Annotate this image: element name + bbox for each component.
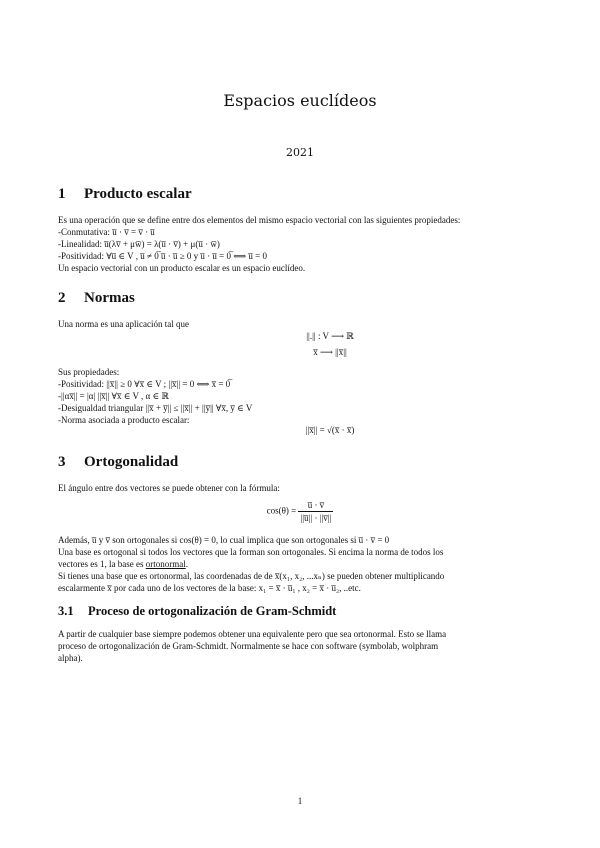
section-title: Normas <box>84 290 135 306</box>
paragraph-line: Es una operación que se define entre dos elementos del mismo espacio vectorial con las siguientes propiedades: <box>58 215 461 225</box>
property-linealidad: -Linealidad: u̅(λv̅ + μw̅) = λ(u̅ · v̅) + μ(u̅ · w̅) <box>58 239 220 249</box>
paragraph-line: Un espacio vectorial con un producto escalar es un espacio euclídeo. <box>58 263 306 273</box>
property-desigualdad-triangular: -Desigualdad triangular ||x̅ + y̅|| ≤ ||x̅|| + ||y̅|| ∀x̅, y̅ ∈ V <box>58 403 253 413</box>
paragraph-line: A partir de cualquier base siempre podemos obtener una equivalente pero que sea ortonormal. Esto se llama <box>58 629 447 639</box>
section-title: Ortogonalidad <box>84 454 179 470</box>
paragraph-line: Si tienes una base que es ortonormal, las coordenadas de de x̅(x₁, x₂, ...xₙ) se pueden obtener multiplicando <box>58 571 445 581</box>
document-date: 2021 <box>286 146 314 159</box>
formula-denominator: ||u̅|| · ||v̅|| <box>300 513 332 523</box>
section-number: 1 <box>58 186 66 202</box>
formula-lhs: cos(θ) = <box>266 505 297 516</box>
section-title: Producto escalar <box>84 186 192 202</box>
section-heading-normas <box>58 290 135 307</box>
text-fragment: vectores es 1, la base es <box>58 559 146 569</box>
property-norma-asociada: -Norma asociada a producto escalar: <box>58 415 190 425</box>
page-number: 1 <box>297 796 303 806</box>
subsection-heading-gram-schmidt <box>58 604 336 619</box>
paragraph-line: El ángulo entre dos vectores se puede obtener con la fórmula: <box>58 483 280 493</box>
property-homogeneidad: -||αx̅|| = |α| ||x̅|| ∀x̅ ∈ V , α ∈ ℝ <box>58 391 169 401</box>
property-positividad: -Positividad: ∀u̅ ∈ V , u̅ ≠ 0̅ u̅ · u̅ ≥ 0 y u̅ · u̅ = 0̅ ⟺ u̅ = 0 <box>58 251 267 261</box>
subsection-title: Proceso de ortogonalización de Gram-Schmidt <box>88 604 337 618</box>
formula-fraction <box>298 499 333 524</box>
paragraph-line <box>58 558 188 570</box>
property-positividad: -Positividad: ||x̅|| ≥ 0 ∀x̅ ∈ V ; ||x̅|| = 0 ⟺ x̅ = 0̅ <box>58 379 231 389</box>
paragraph-line: Una base es ortogonal si todos los vectores que la forman son ortogonales. Si encima la norma de todos los <box>58 547 444 557</box>
underlined-term-ortonormal: ortonormal <box>145 559 186 569</box>
paragraph-line: Una norma es una aplicación tal que <box>58 319 189 329</box>
section-heading-producto-escalar <box>58 186 192 203</box>
paragraph-line: Además, u̅ y v̅ son ortogonales si cos(θ) = 0, lo cual implica que son ortogonales si u̅ · v̅ = 0 <box>58 535 390 545</box>
section-number: 2 <box>58 290 66 306</box>
math-map-mapping: x̅ ⟶ ||x̅|| <box>313 347 347 357</box>
math-map-definition: ||.|| : V ⟶ ℝ <box>306 331 354 341</box>
property-conmutativa: -Conmutativa: u̅ · v̅ = v̅ · u̅ <box>58 227 155 237</box>
paragraph-line: Sus propiedades: <box>58 367 120 377</box>
section-number: 3 <box>58 454 66 470</box>
math-norm-formula: ||x̅|| = √(x̅ · x̅) <box>305 425 355 435</box>
paragraph-line: escalarmente x̅ por cada uno de los vectores de la base: x₁ = x̅ · u̅₁ , x₂ = x̅ · u̅₂, ..etc. <box>58 583 361 593</box>
text-fragment: . <box>185 559 188 569</box>
section-heading-ortogonalidad <box>58 454 178 471</box>
math-angle-formula <box>58 499 542 524</box>
document-title: Espacios euclídeos <box>223 91 377 110</box>
subsection-number: 3.1 <box>58 604 74 618</box>
paragraph-line: proceso de ortogonalización de Gram-Schmidt. Normalmente se hace con software (symbolab, wolphram <box>58 641 439 651</box>
formula-numerator: u̅ · v̅ <box>298 499 333 512</box>
paragraph-line: alpha). <box>58 653 83 663</box>
